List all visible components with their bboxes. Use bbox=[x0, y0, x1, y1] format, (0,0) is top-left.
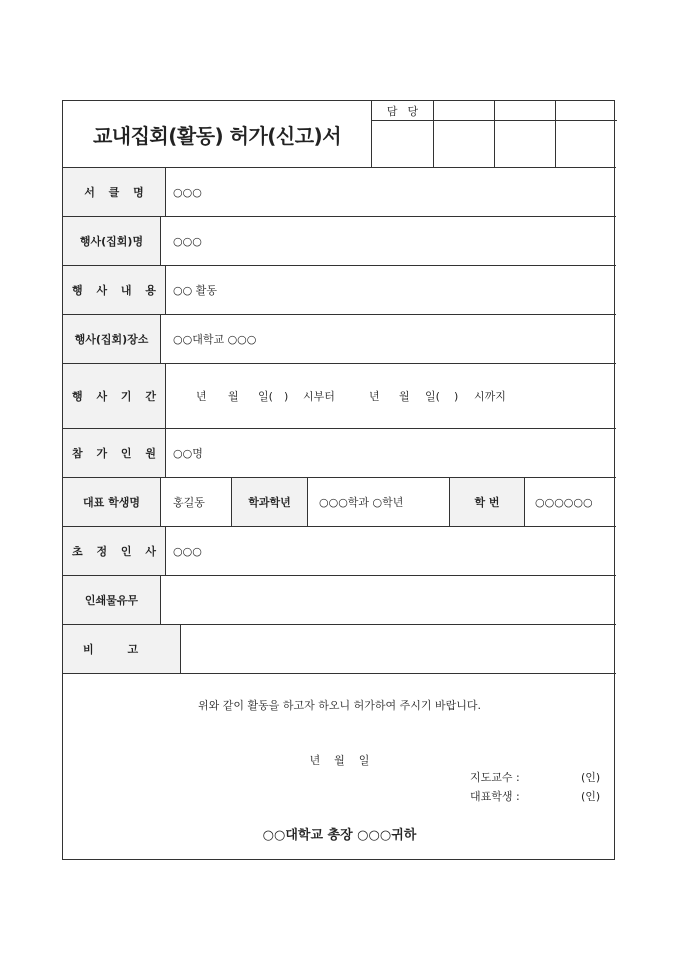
club-name-label: 서 클 명 bbox=[63, 168, 166, 216]
approval-signature-cell[interactable] bbox=[556, 121, 617, 167]
footer-date[interactable]: 년 월 일 bbox=[309, 754, 370, 767]
advisor-seal[interactable]: (인) bbox=[581, 771, 601, 784]
representative-sign-label: 대표학생 : bbox=[470, 790, 520, 803]
row-event-name bbox=[63, 216, 616, 265]
addressee: ○○대학교 총장 ○○○귀하 bbox=[262, 828, 417, 843]
representative-label: 대표 학생명 bbox=[63, 478, 161, 526]
row-club-name bbox=[63, 167, 616, 216]
approval-signature-cell[interactable] bbox=[434, 121, 495, 167]
participants-label: 참 가 인 원 bbox=[63, 429, 166, 477]
event-period-label: 행 사 기 간 bbox=[63, 364, 166, 428]
representative-seal[interactable]: (인) bbox=[581, 790, 601, 803]
approval-signature-cell[interactable] bbox=[495, 121, 556, 167]
printed-label: 인쇄물유무 bbox=[63, 576, 161, 624]
period-year-start: 년 bbox=[196, 390, 207, 403]
approval-header: 담당 bbox=[372, 101, 434, 121]
approval-header-cell bbox=[556, 101, 617, 121]
event-name-value[interactable]: ○○○ bbox=[173, 234, 202, 248]
approval-box bbox=[371, 101, 616, 167]
row-event-period bbox=[63, 363, 616, 428]
event-name-label: 행사(집회)명 bbox=[63, 217, 161, 265]
period-day-end: 일( bbox=[425, 390, 440, 403]
dept-label: 학과학년 bbox=[231, 478, 308, 526]
period-paren-end: ) bbox=[454, 389, 459, 403]
row-printed bbox=[63, 575, 616, 624]
approval-header-cell bbox=[434, 101, 495, 121]
invited-value[interactable]: ○○○ bbox=[173, 544, 202, 558]
permit-form bbox=[62, 100, 615, 860]
period-paren-start: ) bbox=[284, 389, 289, 403]
row-participants bbox=[63, 428, 616, 477]
participants-value[interactable]: ○○명 bbox=[173, 447, 203, 460]
row-invited bbox=[63, 526, 616, 575]
dept-value[interactable]: ○○○학과 ○학년 bbox=[319, 496, 404, 509]
event-period-value[interactable] bbox=[161, 364, 616, 428]
form-title: 교내집회(활동) 허가(신고)서 bbox=[92, 123, 342, 148]
printed-value[interactable] bbox=[161, 576, 616, 624]
remarks-label-text: 비 고 bbox=[83, 643, 139, 656]
period-to: 시까지 bbox=[474, 390, 506, 403]
period-day-start: 일( bbox=[258, 390, 273, 403]
period-from: 시부터 bbox=[303, 390, 335, 403]
event-place-label: 행사(집회)장소 bbox=[63, 315, 161, 363]
row-event-place bbox=[63, 314, 616, 363]
period-year-end: 년 bbox=[369, 390, 380, 403]
event-place-value[interactable]: ○○대학교 ○○○ bbox=[173, 333, 257, 346]
form-footer bbox=[63, 673, 616, 859]
event-content-value[interactable]: ○○ 활동 bbox=[173, 284, 217, 297]
invited-label: 초 정 인 사 bbox=[63, 527, 166, 575]
remarks-value[interactable] bbox=[161, 625, 616, 673]
row-representative bbox=[63, 477, 616, 526]
row-remarks bbox=[63, 624, 616, 673]
advisor-label: 지도교수 : bbox=[470, 771, 520, 784]
request-text: 위와 같이 활동을 하고자 하오니 허가하여 주시기 바랍니다. bbox=[198, 699, 481, 712]
event-content-label: 행 사 내 용 bbox=[63, 266, 166, 314]
period-month-end: 월 bbox=[399, 390, 410, 403]
club-name-value[interactable]: ○○○ bbox=[173, 185, 202, 199]
representative-name[interactable]: 홍길동 bbox=[173, 496, 205, 509]
approval-signature-cell[interactable] bbox=[372, 121, 434, 167]
period-month-start: 월 bbox=[228, 390, 239, 403]
row-event-content bbox=[63, 265, 616, 314]
student-id-value[interactable]: ○○○○○○ bbox=[535, 495, 593, 509]
student-id-label: 학 번 bbox=[449, 478, 525, 526]
approval-header-cell bbox=[495, 101, 556, 121]
